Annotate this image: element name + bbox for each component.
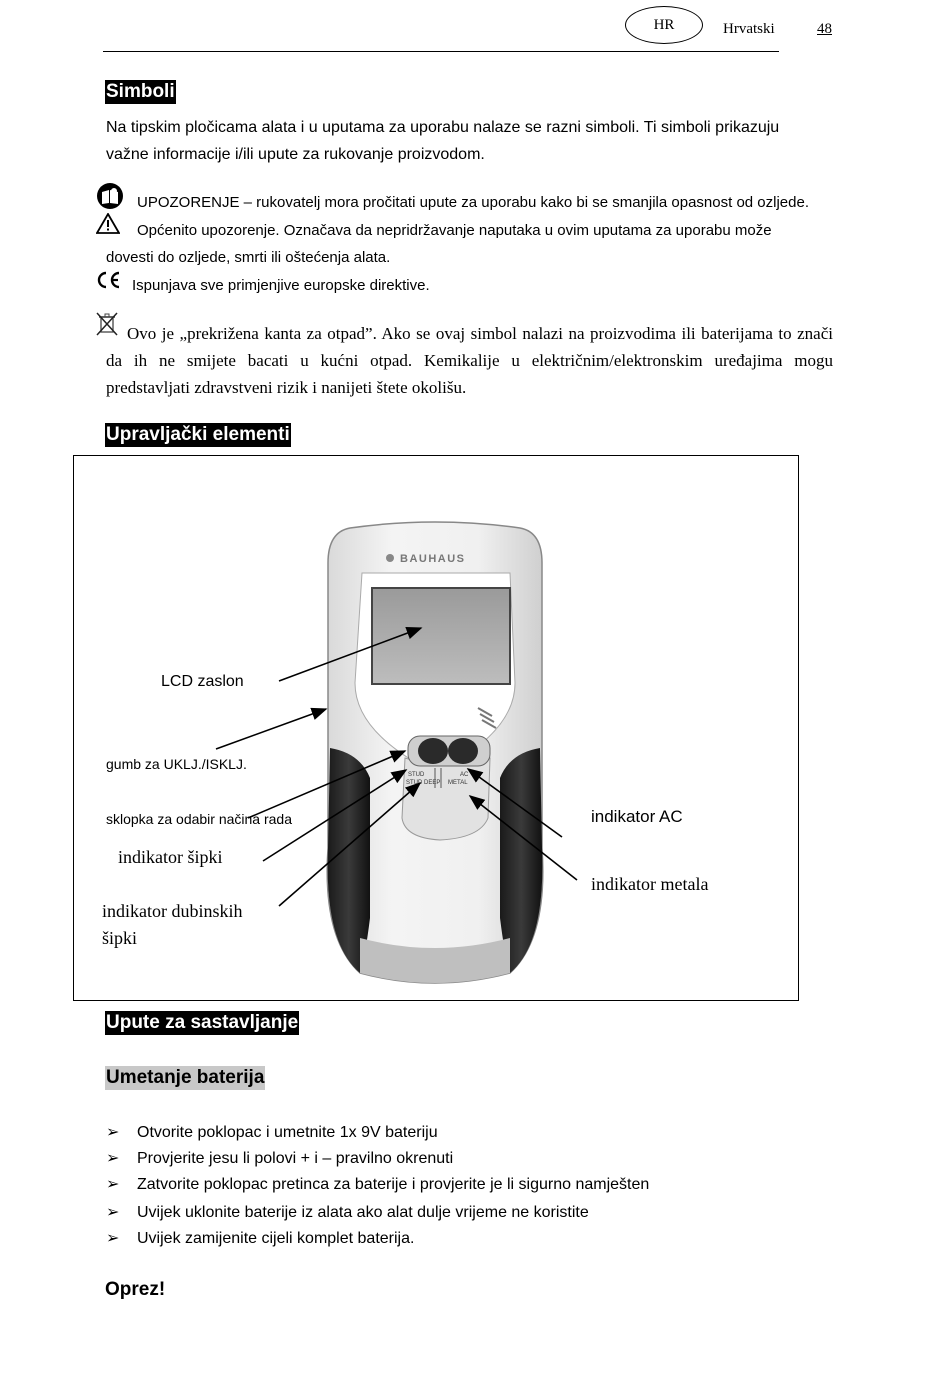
bullet-arrow-icon: ➢ <box>106 1150 120 1167</box>
arrow-stud <box>263 770 406 861</box>
arrow-mode-switch <box>248 751 405 818</box>
symbols-intro-line1: Na tipskim pločicama alata i u uputama za uporabu nalaze se razni simboli. Ti simboli prikazuju <box>106 119 780 136</box>
arrow-ac <box>468 769 562 837</box>
bin-line1: Ovo je „prekrižena kanta za otpad”. Ako se ovaj simbol nalazi na proizvodima ili baterijama to znači <box>127 324 833 343</box>
language-code: HR <box>653 16 675 33</box>
device-mode-ac: AC <box>460 772 469 778</box>
list-item: ➢ Uvijek zamijenite cijeli komplet baterija. <box>106 1230 415 1247</box>
page-number: 48 <box>817 21 832 37</box>
bullet-arrow-icon: ➢ <box>106 1230 120 1247</box>
assembly-heading: Upute za sastavljanje <box>106 1012 299 1033</box>
list-item: ➢ Zatvorite poklopac pretinca za baterije i provjerite je li sigurno namješten <box>106 1176 650 1193</box>
arrow-deep-stud <box>279 783 420 906</box>
device-mode-stud: STUD <box>408 772 425 778</box>
language-name: Hrvatski <box>723 21 775 37</box>
bin-line3: predstavljati zdravstveni rizik i nanijeti štete okolišu. <box>106 378 467 397</box>
arrow-power <box>216 709 326 749</box>
list-item: ➢ Provjerite jesu li polovi + i – pravilno okrenuti <box>106 1150 454 1167</box>
label-deep-stud-line1: indikator dubinskih <box>102 901 243 921</box>
warning-manual-text: UPOZORENJE – rukovatelj mora pročitati upute za uporabu kako bi se smanjila opasnost od ozljede. <box>137 194 810 211</box>
label-ac-indicator: indikator AC <box>591 807 683 826</box>
controls-heading: Upravljački elementi <box>106 424 290 445</box>
arrow-lcd <box>279 628 421 681</box>
caution-heading: Oprez! <box>105 1279 166 1300</box>
bullet-arrow-icon: ➢ <box>106 1204 120 1221</box>
list-item: ➢ Otvorite poklopac i umetnite 1x 9V bateriju <box>106 1124 438 1141</box>
general-warning-line2: dovesti do ozljede, smrti ili oštećenja alata. <box>106 249 391 266</box>
device-mode-stud-deep: STUD DEEP <box>406 780 441 786</box>
device-mode-metal: METAL <box>448 780 468 786</box>
battery-subheading: Umetanje baterija <box>106 1067 265 1088</box>
general-warning-line1: Općenito upozorenje. Označava da nepridržavanje naputaka u ovim uputama za uporabu može <box>137 222 772 239</box>
bullet-arrow-icon: ➢ <box>106 1124 120 1141</box>
label-power-button: gumb za UKLJ./ISKLJ. <box>106 756 247 772</box>
bin-line2: da ih ne smijete bacati u kućni otpad. Kemikalije u električnim/elektronskim uređajima mogu <box>106 351 833 370</box>
symbols-heading: Simboli <box>106 81 175 102</box>
label-stud-indicator: indikator šipki <box>118 847 223 867</box>
list-item: ➢ Uvijek uklonite baterije iz alata ako alat dulje vrijeme ne koristite <box>106 1204 589 1221</box>
ce-text: Ispunjava sve primjenjive europske direktive. <box>132 277 430 294</box>
bullet-arrow-icon: ➢ <box>106 1176 120 1193</box>
device-brand: BAUHAUS <box>400 553 466 565</box>
label-mode-switch: sklopka za odabir načina rada <box>106 811 293 827</box>
label-lcd: LCD zaslon <box>161 673 244 690</box>
symbols-intro-line2: važne informacije i/ili upute za rukovanje proizvodom. <box>106 146 485 163</box>
label-metal-indicator: indikator metala <box>591 874 709 894</box>
label-deep-stud-line2: šipki <box>102 928 138 948</box>
